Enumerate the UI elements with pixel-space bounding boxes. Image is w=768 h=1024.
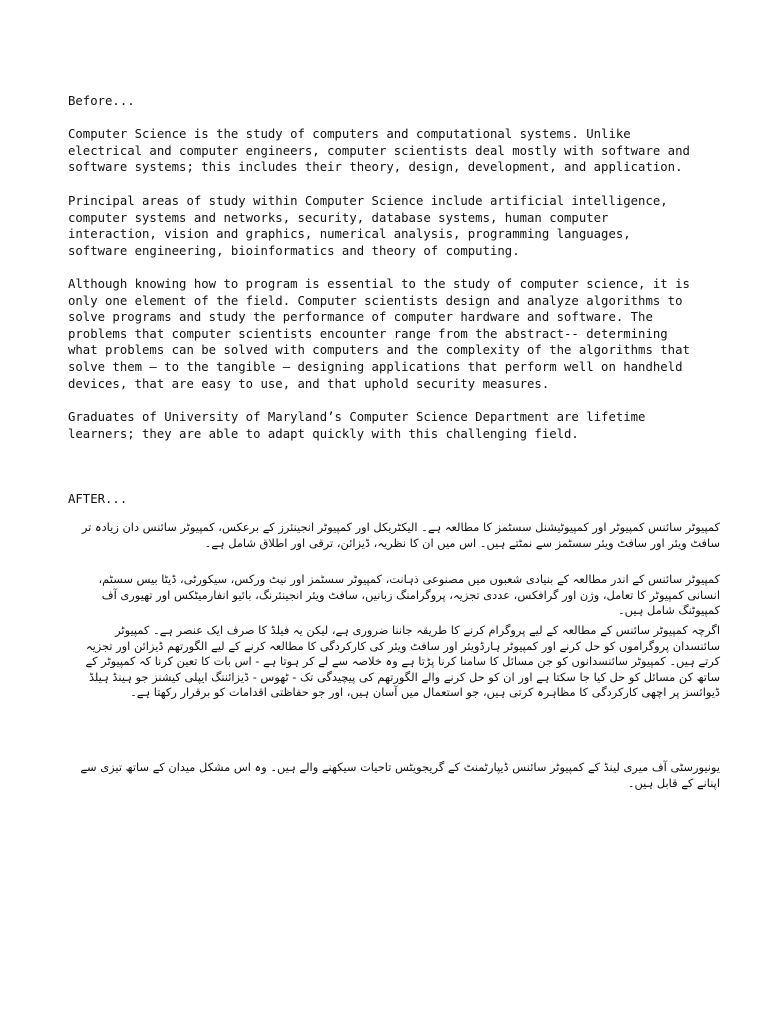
after-heading: AFTER... xyxy=(68,492,128,506)
before-heading: Before... xyxy=(68,94,135,108)
after-paragraph-2: کمپیوٹر سائنس کے اندر مطالعہ کے بنیادی شعبوں میں مصنوعی ذہانت، کمپیوٹر سسٹمز اور نیٹ ورکس، سیکورٹی، ڈیٹا بیس سسٹم، انسانی کمپیوٹر کا تعامل، وژن اور گرافکس، عددی تجزیہ، پروگرامنگ زبانیں، سافٹ ویئر انجینئرنگ، بائیو انفارمیٹکس اور تھیوری آف کمپیوٹنگ شامل ہیں۔ xyxy=(98,572,720,617)
after-paragraph-3: اگرچہ کمپیوٹر سائنس کے مطالعہ کے لیے پروگرام کرنے کا طریقہ جاننا ضروری ہے، لیکن یہ فیلڈ کا صرف ایک عنصر ہے۔ کمپیوٹر سائنسدان پروگراموں کو حل کرنے اور کمپیوٹر ہارڈویئر اور سافٹ ویئر کی کارکردگی کا مطالعہ کرنے کے لیے الگورتھم ڈیزائن اور تجزیہ کرتے ہیں۔ کمپیوٹر سائنسدانوں کو جن مسائل کا سامنا کرنا پڑتا ہے وہ خلاصہ سے لے کر ہوتا ہے - اس بات کا تعین کرنا کہ کمپیوٹر کے ساتھ کن مسائل کو حل کیا جا سکتا ہے اور ان کو حل کرنے والے الگورتھم کی پیچیدگی تک - ٹھوس - ڈیزائننگ ایپلی کیشنز جو ہینڈ ہیلڈ ڈیوائسز پر اچھی کارکردگی کا مظاہرہ کرتی ہیں، جو استعمال میں آسان ہیں، اور جو حفاظتی اقدامات کو برقرار رکھتا ہے۔ xyxy=(85,623,720,699)
before-paragraph-2: Principal areas of study within Computer Science include artificial intelligence, computer systems and networks, security, database systems, human computer interaction, vision and graphics, numerical analysis, programming languages, software engineering, bioinformatics and theory of computing. xyxy=(68,194,668,258)
before-paragraph-1: Computer Science is the study of computers and computational systems. Unlike electrical and computer engineers, computer scientists deal mostly with software and software systems; this includes their theory, design, development, and application. xyxy=(68,127,690,175)
after-paragraph-1: کمپیوٹر سائنس کمپیوٹر اور کمپیوٹیشنل سسٹمز کا مطالعہ ہے۔ الیکٹریکل اور کمپیوٹر انجینئرز کے برعکس، کمپیوٹر سائنس دان زیادہ تر سافٹ ویئر اور سافٹ ویئر سسٹمز سے نمٹتے ہیں۔ اس میں ان کا نظریہ، ڈیزائن، ترقی اور اطلاق شامل ہے۔ xyxy=(81,520,720,550)
before-paragraph-4: Graduates of University of Maryland’s Computer Science Department are lifetime learners; they are able to adapt quickly with this challenging field. xyxy=(68,410,646,441)
after-paragraph-4: یونیورسٹی آف میری لینڈ کے کمپیوٹر سائنس ڈیپارٹمنٹ کے گریجویٹس تاحیات سیکھنے والے ہیں۔ وہ اس مشکل میدان کے ساتھ تیزی سے اپنانے کے قابل ہیں۔ xyxy=(80,760,720,790)
before-paragraph-3: Although knowing how to program is essential to the study of computer science, it is only one element of the field. Computer scientists design and analyze algorithms to solve programs and study the performance of computer hardware and software. The problems that computer scientists encounter range from the abstract-- determining what problems can be solved with computers and the complexity of the algorithms that solve them – to the tangible – designing applications that perform well on handheld devices, that are easy to use, and that uphold security measures. xyxy=(68,277,690,391)
